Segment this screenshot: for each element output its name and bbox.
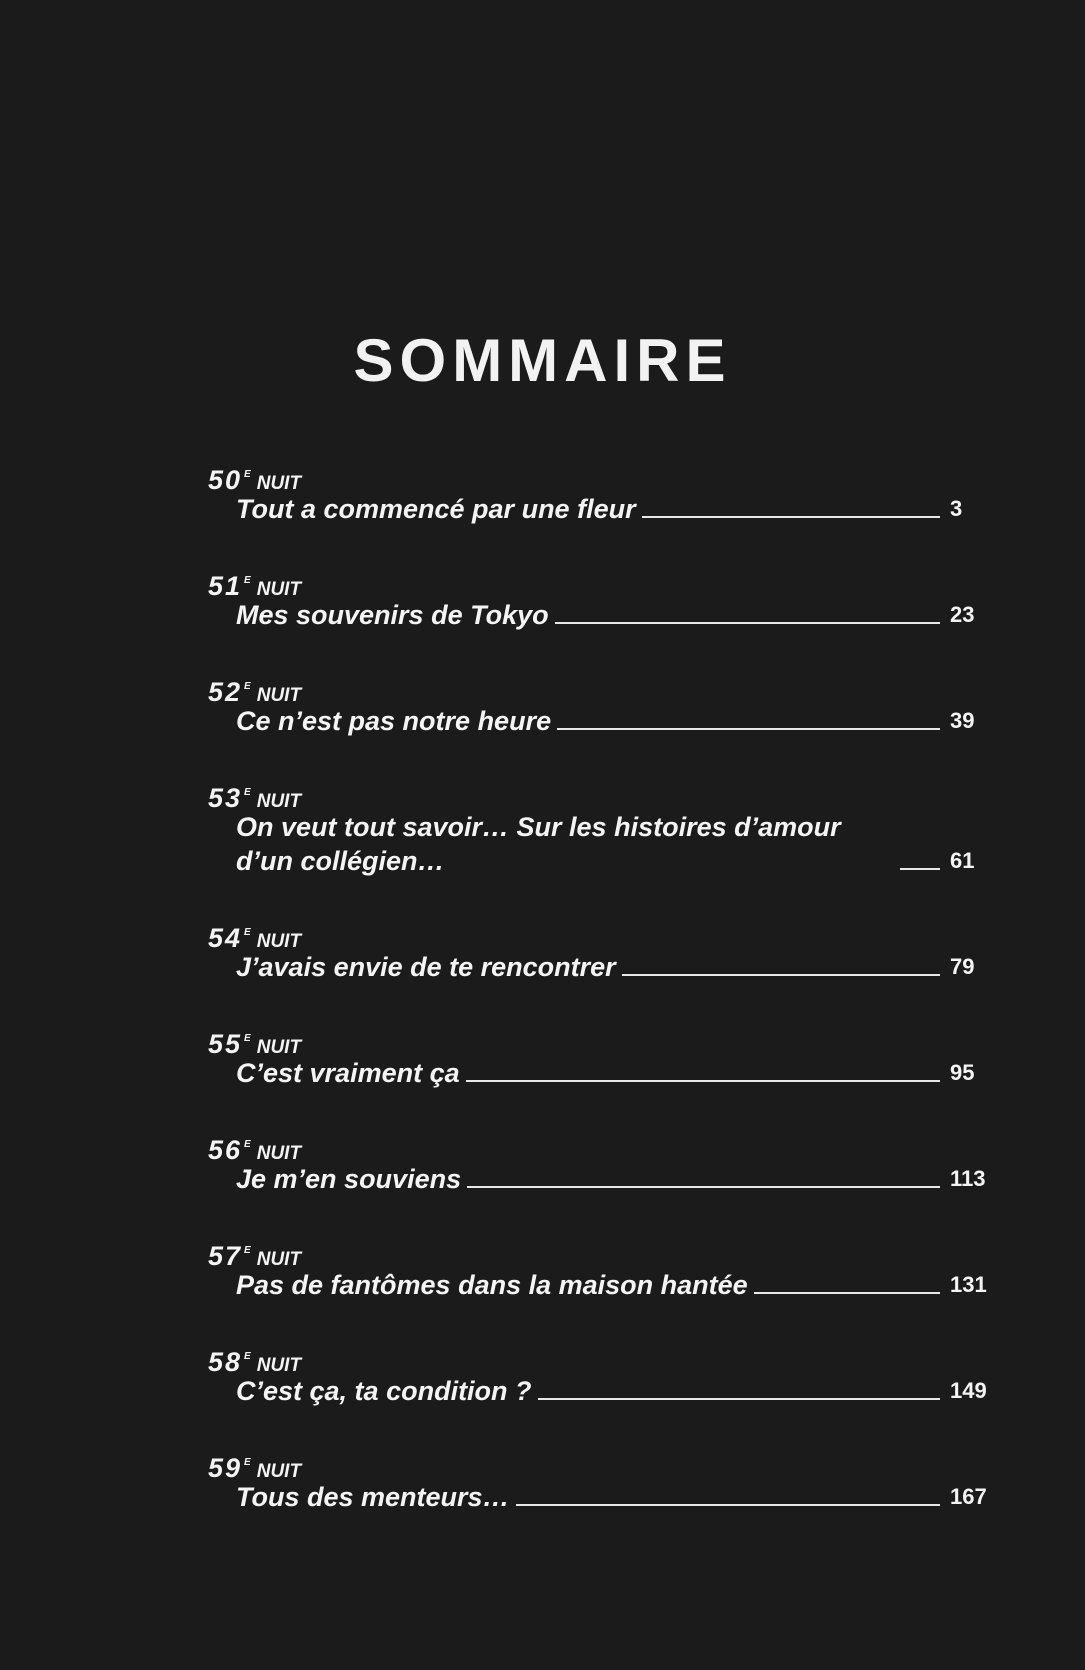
chapter-nuit: NUIT xyxy=(256,1037,302,1058)
page-number: 61 xyxy=(950,848,975,873)
chapter-title-row xyxy=(236,704,998,738)
chapter-title[interactable]: Ce n’est pas notre heure xyxy=(236,706,552,736)
toc-entry[interactable] xyxy=(208,670,998,738)
chapter-title[interactable]: Pas de fantômes dans la maison hantée xyxy=(236,1270,748,1300)
leader-line xyxy=(516,1504,940,1506)
page-number: 39 xyxy=(950,708,975,733)
page-number: 95 xyxy=(950,1060,975,1085)
chapter-title[interactable]: J’avais envie de te rencontrer xyxy=(236,952,616,982)
toc-entry[interactable] xyxy=(208,1022,998,1090)
chapter-label xyxy=(208,1234,998,1271)
toc-entry[interactable] xyxy=(208,916,998,984)
chapter-label xyxy=(208,1022,998,1059)
chapter-ordinal: E xyxy=(244,1351,251,1362)
toc-entry[interactable] xyxy=(208,1446,998,1514)
chapter-title-row xyxy=(236,1374,998,1408)
chapter-title[interactable]: C’est vraiment ça xyxy=(236,1058,460,1088)
chapter-number: 58 xyxy=(208,1347,243,1377)
toc-entry[interactable] xyxy=(208,1340,998,1408)
chapter-title[interactable]: Tous des menteurs… xyxy=(236,1482,510,1512)
leader-line xyxy=(557,728,940,730)
chapter-label xyxy=(208,1446,998,1483)
chapter-title[interactable]: Tout a commencé par une fleur xyxy=(236,494,636,524)
chapter-title-row xyxy=(236,492,998,526)
leader-line xyxy=(466,1080,940,1082)
chapter-ordinal: E xyxy=(244,1245,251,1256)
chapter-label xyxy=(208,564,998,601)
chapter-label xyxy=(208,776,998,813)
chapter-nuit: NUIT xyxy=(256,1461,302,1482)
chapter-number: 54 xyxy=(208,923,243,953)
toc-entry[interactable] xyxy=(208,564,998,632)
chapter-title-row xyxy=(236,1162,998,1196)
chapter-number: 52 xyxy=(208,677,243,707)
chapter-title-row xyxy=(236,810,998,878)
leader-line xyxy=(642,516,940,518)
chapter-number: 51 xyxy=(208,571,243,601)
chapter-label xyxy=(208,458,998,495)
chapter-ordinal: E xyxy=(244,575,251,586)
chapter-title-row xyxy=(236,1056,998,1090)
toc-entry[interactable] xyxy=(208,458,998,526)
chapter-nuit: NUIT xyxy=(256,1249,302,1270)
chapter-title-row xyxy=(236,1480,998,1514)
chapter-number: 57 xyxy=(208,1241,243,1271)
chapter-title[interactable]: Je m’en souviens xyxy=(236,1164,462,1194)
table-of-contents xyxy=(208,458,998,1552)
chapter-title-row xyxy=(236,1268,998,1302)
chapter-ordinal: E xyxy=(244,1457,251,1468)
chapter-ordinal: E xyxy=(244,787,251,798)
chapter-title[interactable]: C’est ça, ta condition ? xyxy=(236,1376,532,1406)
chapter-nuit: NUIT xyxy=(256,685,302,706)
chapter-ordinal: E xyxy=(244,1139,251,1150)
chapter-number: 53 xyxy=(208,783,243,813)
chapter-nuit: NUIT xyxy=(256,791,302,812)
leader-line xyxy=(538,1398,940,1400)
page-number: 149 xyxy=(950,1378,987,1403)
chapter-ordinal: E xyxy=(244,681,251,692)
toc-entry[interactable] xyxy=(208,776,998,878)
leader-line xyxy=(900,868,940,870)
chapter-nuit: NUIT xyxy=(256,931,302,952)
chapter-label xyxy=(208,670,998,707)
page-number: 167 xyxy=(950,1484,987,1509)
chapter-number: 55 xyxy=(208,1029,243,1059)
chapter-label xyxy=(208,916,998,953)
chapter-nuit: NUIT xyxy=(256,1143,302,1164)
page-number: 131 xyxy=(950,1272,987,1297)
toc-entry[interactable] xyxy=(208,1128,998,1196)
chapter-number: 59 xyxy=(208,1453,243,1483)
chapter-nuit: NUIT xyxy=(256,1355,302,1376)
page-number: 79 xyxy=(950,954,975,979)
chapter-ordinal: E xyxy=(244,1033,251,1044)
chapter-number: 56 xyxy=(208,1135,243,1165)
leader-line xyxy=(467,1186,940,1188)
chapter-title-row xyxy=(236,950,998,984)
chapter-number: 50 xyxy=(208,465,243,495)
chapter-ordinal: E xyxy=(244,469,251,480)
toc-entry[interactable] xyxy=(208,1234,998,1302)
page-number: 3 xyxy=(950,496,963,521)
leader-line xyxy=(555,622,940,624)
chapter-label xyxy=(208,1128,998,1165)
page-number: 23 xyxy=(950,602,975,627)
chapter-nuit: NUIT xyxy=(256,473,302,494)
chapter-title[interactable]: Mes souvenirs de Tokyo xyxy=(236,600,549,630)
chapter-ordinal: E xyxy=(244,927,251,938)
chapter-title[interactable]: On veut tout savoir… Sur les histoires d’amour d’un collégien… xyxy=(236,812,841,876)
chapter-title-row xyxy=(236,598,998,632)
page-title xyxy=(0,326,1085,396)
chapter-nuit: NUIT xyxy=(256,579,302,600)
page-title-text: SOMMAIRE xyxy=(353,327,732,394)
chapter-label xyxy=(208,1340,998,1377)
leader-line xyxy=(754,1292,940,1294)
page-number: 113 xyxy=(950,1166,986,1191)
leader-line xyxy=(622,974,940,976)
